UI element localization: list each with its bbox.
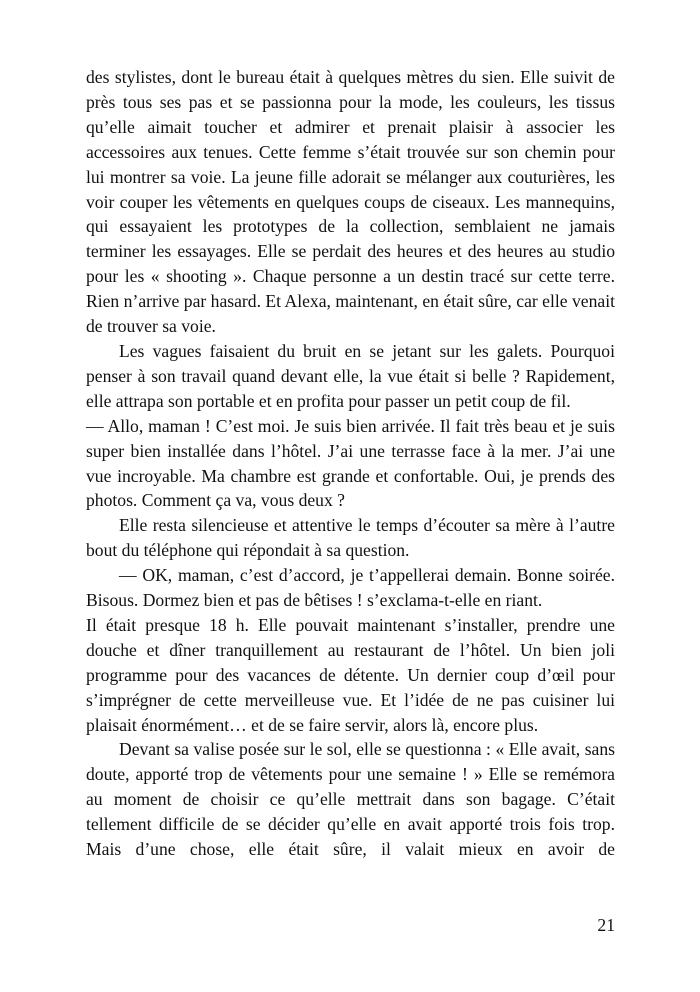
paragraph: Elle resta silencieuse et attentive le temps d’écouter sa mère à l’autre bout du téléphone qui répondait à sa question. [86, 515, 615, 561]
dialogue-paragraph: — Allo, maman ! C’est moi. Je suis bien arrivée. Il fait très beau et je suis super bien installée dans l’hôtel. J’ai une terrasse face à la mer. J’ai une vue incroyable. Ma chambre est grande et confortable. Oui, je prends des photos. Comment ça va, vous deux ? [86, 415, 615, 511]
body-text [86, 65, 615, 862]
paragraph: Il était presque 18 h. Elle pouvait maintenant s’installer, prendre une douche et dîner tranquillement au restaurant de l’hôtel. Un bien joli programme pour des vacances de détente. Un dernier coup d’œil pour s’imprégner de cette merveilleuse vue. Et l’idée de ne pas cuisiner lui plaisait énormément… et de se faire servir, alors là, encore plus. [86, 614, 615, 735]
dialogue-paragraph: — OK, maman, c’est d’accord, je t’appellerai demain. Bonne soirée. Bisous. Dormez bien et pas de bêtises ! s’exclama-t-elle en riant. [86, 565, 615, 611]
paragraph: des stylistes, dont le bureau était à quelques mètres du sien. Elle suivit de près tous ses pas et se passionna pour la mode, les couleurs, les tissus qu’elle aimait toucher et admirer et prenait plaisir à associer les accessoires aux tenues. Cette femme s’était trouvée sur son chemin pour lui montrer sa voie. La jeune fille adorait se mélanger aux couturières, les voir couper les vêtements en quelques coups de ciseaux. Les mannequins, qui essayaient les prototypes de la collection, semblaient ne jamais terminer les essayages. Elle se perdait des heures et des heures au studio pour les « shooting ». Chaque personne a un destin tracé sur cette terre. Rien n’arrive par hasard. Et Alexa, maintenant, en était sûre, car elle venait de trouver sa voie. [86, 67, 615, 337]
paragraph: Devant sa valise posée sur le sol, elle se questionna : « Elle avait, sans doute, apporté trop de vêtements pour une semaine ! » Elle se remémora au moment de choisir ce qu’elle mettrait dans son bagage. C’était tellement difficile de se décider qu’elle en avait apporté trois fois trop. Mais d’une chose, elle était sûre, il valait mieux en avoir de [86, 739, 615, 860]
page-number: 21 [597, 915, 615, 935]
paragraph: Les vagues faisaient du bruit en se jetant sur les galets. Pourquoi penser à son travail quand devant elle, la vue était si belle ? Rapidement, elle attrapa son portable et en profita pour passer un petit coup de fil. [86, 340, 615, 411]
